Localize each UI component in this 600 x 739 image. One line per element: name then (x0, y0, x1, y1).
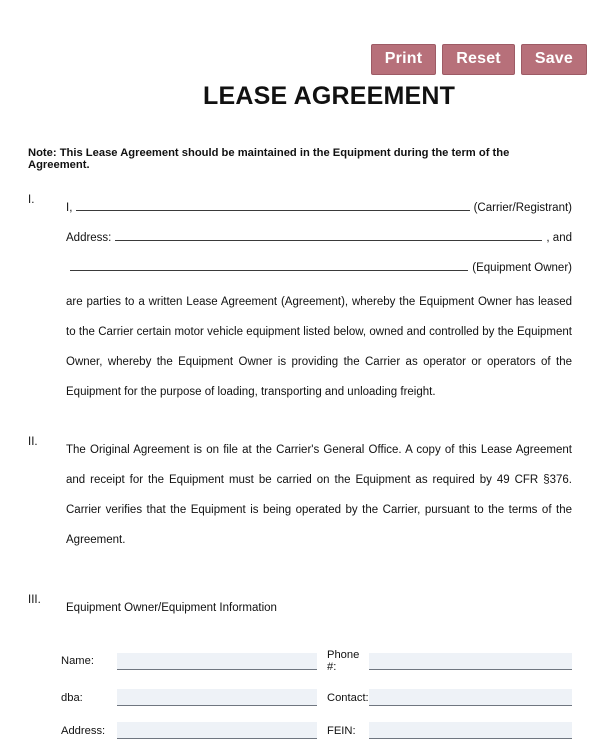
name-field[interactable] (117, 653, 317, 670)
phone-label: Phone #: (327, 649, 360, 673)
reset-button[interactable]: Reset (442, 44, 515, 75)
clause-one-paragraph-wrap (66, 287, 572, 407)
address-line (66, 223, 572, 253)
carrier-line-suffix: (Carrier/Registrant) (473, 202, 572, 214)
address-blank[interactable] (115, 227, 542, 241)
dba-field[interactable] (117, 689, 317, 706)
name-label: Name: (61, 655, 94, 667)
contact-label: Contact: (327, 691, 369, 704)
address-label: Address: (61, 724, 106, 737)
address-field[interactable] (117, 722, 317, 739)
clause-three-body (66, 593, 572, 623)
carrier-registrant-line (66, 193, 572, 223)
phone-field[interactable] (369, 653, 572, 670)
clause-two-number: II. (28, 436, 38, 448)
document-content (28, 0, 572, 739)
equipment-owner-field-grid (28, 649, 572, 739)
address-line-prefix: Address: (66, 232, 112, 244)
fein-label: FEIN: (327, 724, 356, 737)
clause-one-number: I. (28, 194, 35, 206)
clause-two-paragraph: The Original Agreement is on file at the Carrier's General Office. A copy of this Lease Agreement and receipt for the Equipment must be carried on the Equipment as required by 49 CFR §376. Carrier verifies that the Equipment is being operated by the Carrier, pursuant to the terms of the Agreement. (66, 444, 572, 546)
equipment-owner-line (66, 253, 572, 283)
clause-three (28, 593, 572, 623)
clause-three-number: III. (28, 594, 41, 606)
save-button[interactable]: Save (521, 44, 587, 75)
equipment-owner-blank[interactable] (70, 257, 468, 271)
carrier-registrant-blank[interactable] (76, 197, 469, 211)
address-line-suffix: , and (546, 232, 572, 244)
equipment-owner-suffix: (Equipment Owner) (472, 262, 572, 274)
clause-two-body (66, 435, 572, 555)
clause-two (28, 435, 572, 555)
maintenance-note: Note: This Lease Agreement should be maintained in the Equipment during the term of the Agreement. (28, 147, 510, 171)
fein-field[interactable] (369, 722, 572, 739)
page-title: LEASE AGREEMENT (203, 82, 456, 110)
clause-one-paragraph: are parties to a written Lease Agreement (Agreement), whereby the Equipment Owner has leased to the Carrier certain motor vehicle equipment listed below, owned and controlled by the Equipment Owner, whereby the Equipment Owner is providing the Carrier as operator or operators of the Equipment for the purpose of loading, transporting and unloading freight. (66, 296, 572, 398)
equipment-owner-section-heading: Equipment Owner/Equipment Information (66, 602, 277, 614)
print-button[interactable]: Print (371, 44, 436, 75)
dba-label: dba: (61, 691, 83, 704)
clause-one (28, 193, 572, 407)
carrier-line-prefix: I, (66, 202, 73, 214)
clause-one-body (66, 193, 572, 407)
contact-field[interactable] (369, 689, 572, 706)
